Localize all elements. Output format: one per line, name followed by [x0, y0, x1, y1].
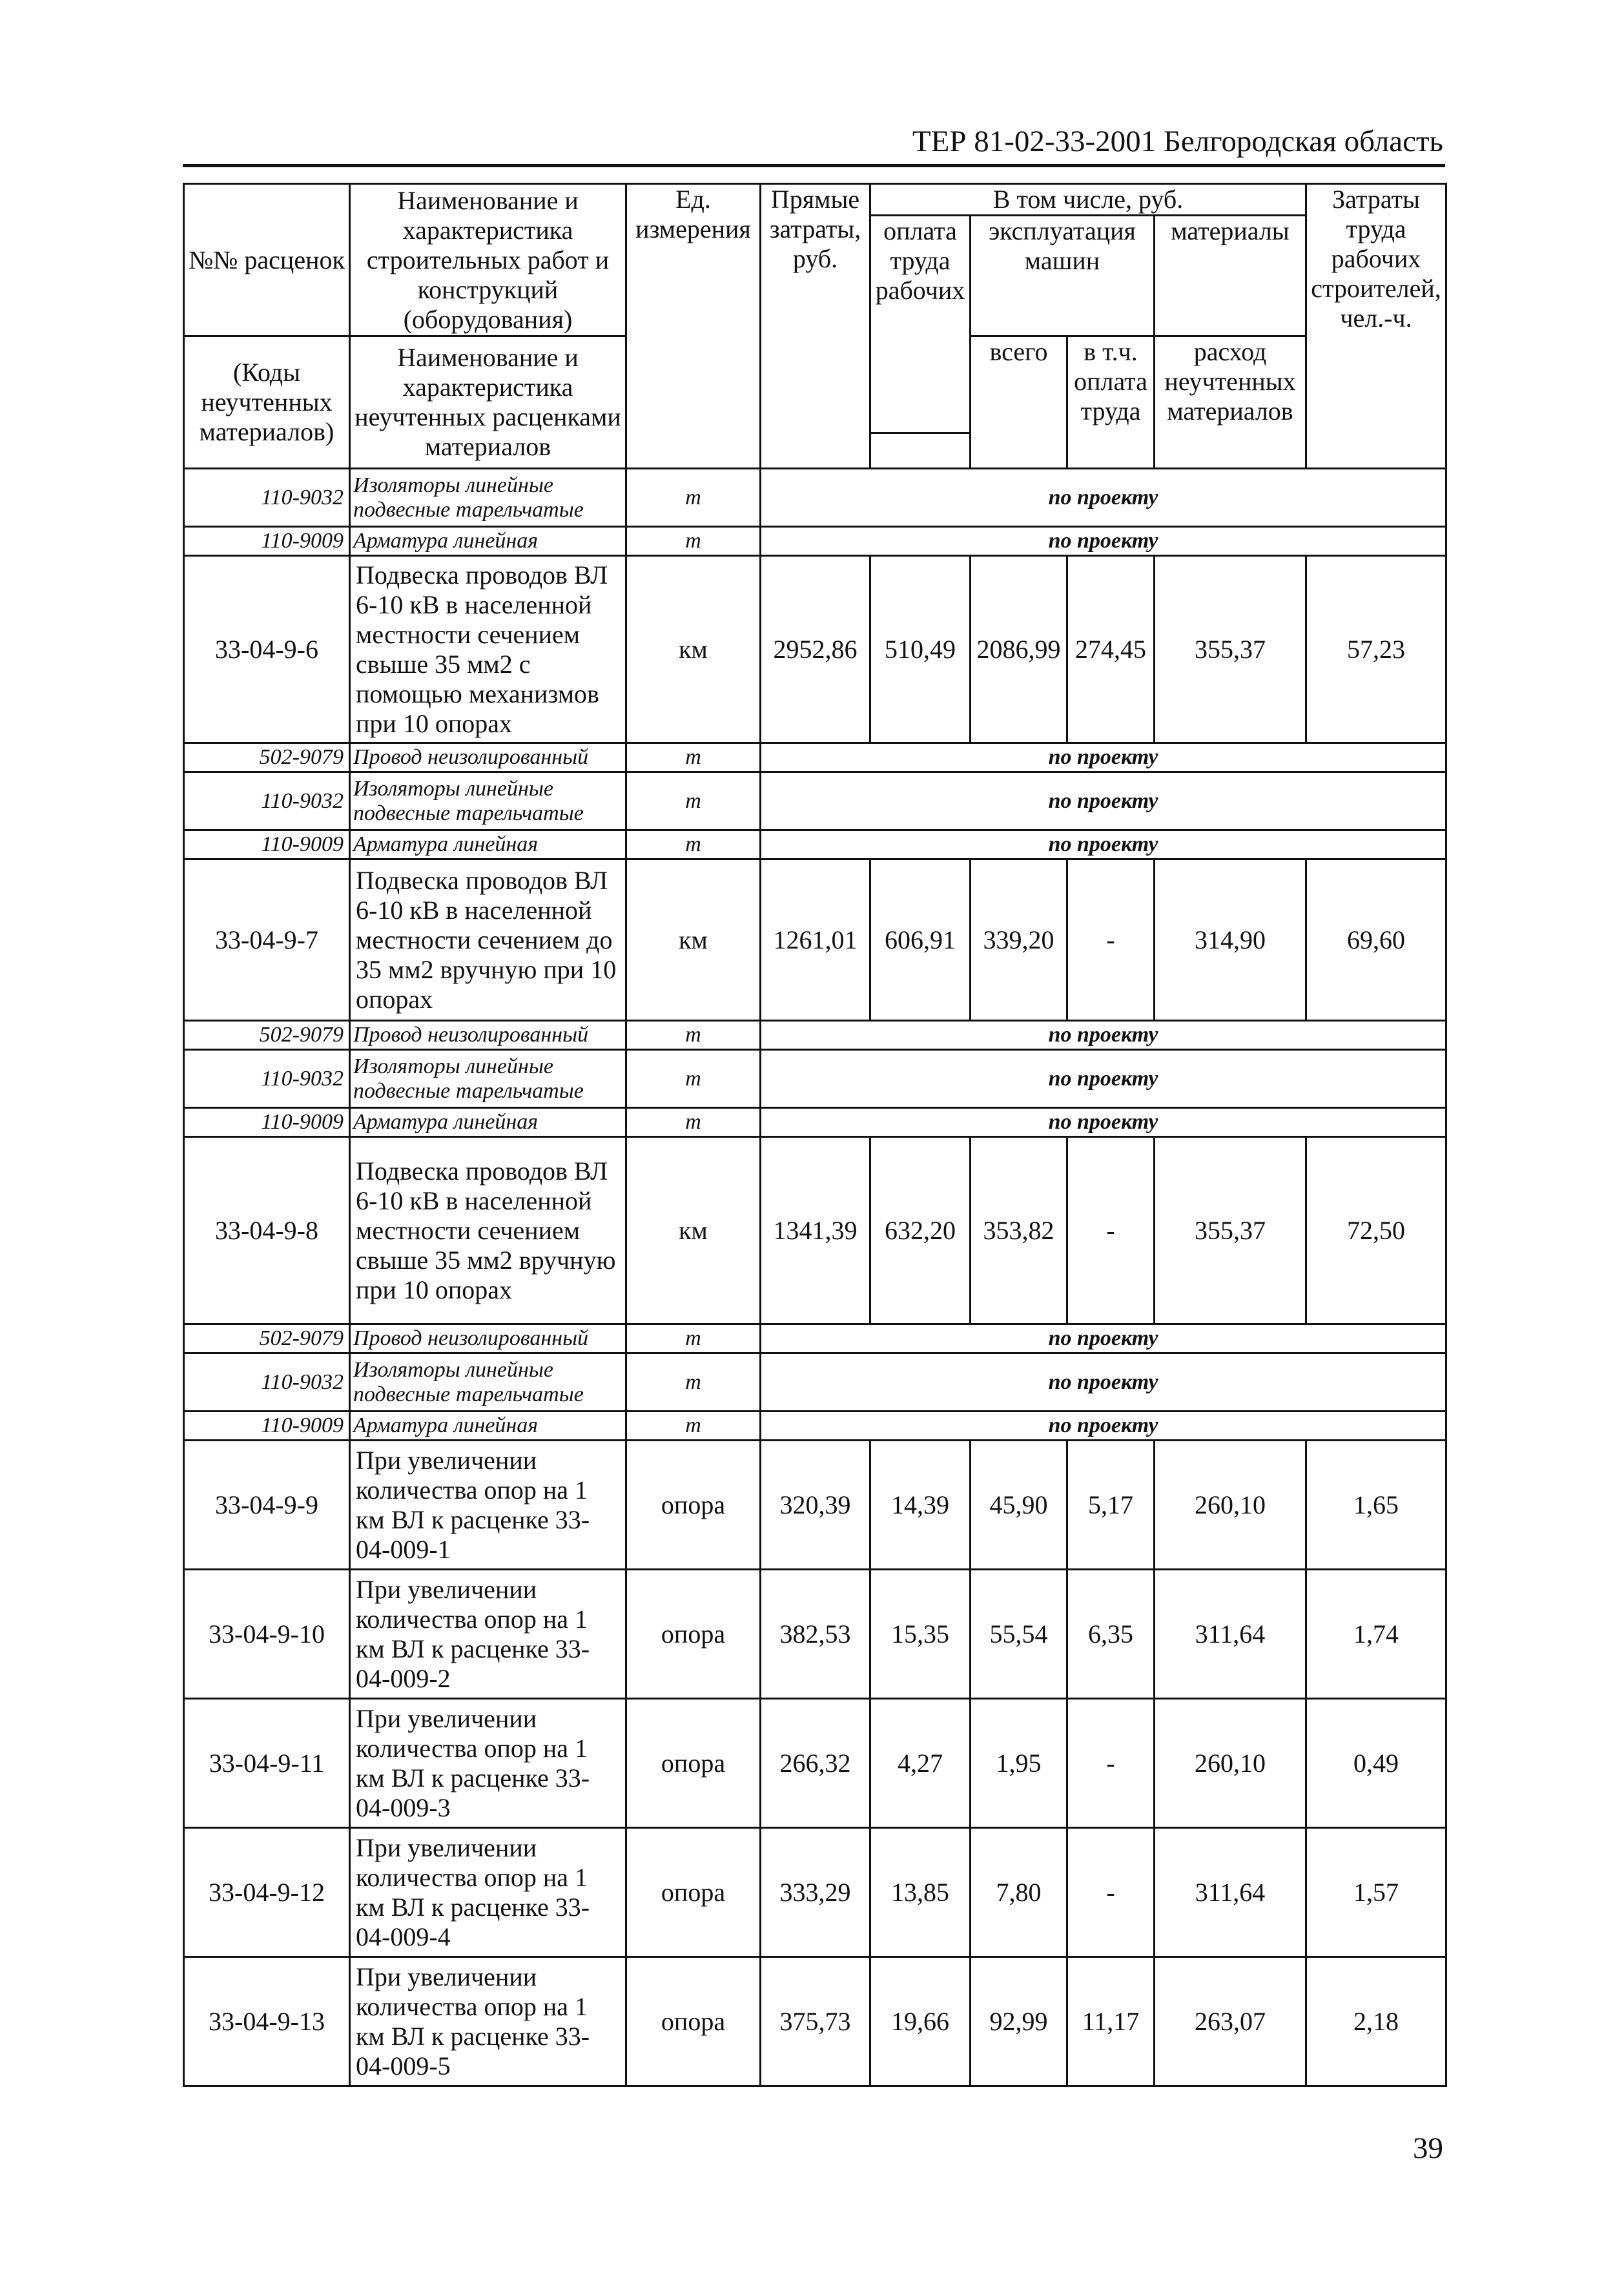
col-header-name2: Наименование и характеристика неучтенных расценками материалов: [350, 336, 626, 469]
material-code: 110-9032: [184, 1353, 350, 1412]
rate-name: Подвеска проводов ВЛ 6-10 кВ в населенной местности сечением до 35 мм2 вручную при 10 опорах: [350, 859, 626, 1021]
rate-unit: км: [626, 1137, 761, 1324]
rate-unit: км: [626, 556, 761, 743]
rate-code: 33-04-9-7: [184, 859, 350, 1021]
material-code: 110-9032: [184, 772, 350, 830]
material-unit: т: [626, 1108, 761, 1137]
rate-direct-cost: 1261,01: [761, 859, 870, 1021]
material-note: по проекту: [761, 1324, 1446, 1353]
rate-code: 33-04-9-6: [184, 556, 350, 743]
rate-code: 33-04-9-13: [184, 1957, 350, 2086]
rate-row: [184, 1957, 1446, 2086]
material-note: по проекту: [761, 527, 1446, 556]
rate-materials: 311,64: [1155, 1828, 1306, 1957]
page-header-title: ТЕР 81-02-33-2001 Белгородская область: [912, 125, 1443, 158]
rate-name: При увеличении количества опор на 1 км ВЛ к расценке 33-04-009-2: [350, 1570, 626, 1699]
rate-labor-hours: 1,74: [1306, 1570, 1446, 1699]
material-unit: т: [626, 469, 761, 527]
rate-labor-hours: 1,57: [1306, 1828, 1446, 1957]
material-code: 110-9009: [184, 1412, 350, 1441]
rate-machines-labor: -: [1067, 1699, 1155, 1828]
rate-materials: 355,37: [1155, 556, 1306, 743]
header-rule: [183, 164, 1445, 167]
material-unit: т: [626, 772, 761, 830]
page-number: 39: [1413, 2131, 1443, 2165]
rate-unit: опора: [626, 1828, 761, 1957]
material-name: Изоляторы линейные подвесные тарельчатые: [350, 1353, 626, 1412]
rate-row: [184, 1699, 1446, 1828]
material-row: [184, 469, 1446, 527]
rate-machines-labor: 6,35: [1067, 1570, 1155, 1699]
col-header-code: №№ расценок: [184, 184, 350, 336]
rate-direct-cost: 333,29: [761, 1828, 870, 1957]
rate-machines-total: 2086,99: [971, 556, 1067, 743]
material-code: 502-9079: [184, 1324, 350, 1353]
rate-code: 33-04-9-10: [184, 1570, 350, 1699]
material-code: 110-9032: [184, 1050, 350, 1108]
material-unit: т: [626, 1353, 761, 1412]
col-header-code2: (Коды неучтенных материалов): [184, 336, 350, 469]
rate-code: 33-04-9-8: [184, 1137, 350, 1324]
material-name: Арматура линейная: [350, 527, 626, 556]
material-unit: т: [626, 1324, 761, 1353]
material-note: по проекту: [761, 1050, 1446, 1108]
col-header-machines: эксплуатация машин: [971, 216, 1155, 336]
material-code: 502-9079: [184, 1021, 350, 1050]
material-code: 110-9032: [184, 469, 350, 527]
material-name: Провод неизолированный: [350, 1021, 626, 1050]
material-unit: т: [626, 743, 761, 772]
material-code: 110-9009: [184, 527, 350, 556]
rate-direct-cost: 1341,39: [761, 1137, 870, 1324]
rate-machines-total: 7,80: [971, 1828, 1067, 1957]
material-note: по проекту: [761, 772, 1446, 830]
rate-machines-labor: -: [1067, 859, 1155, 1021]
material-code: 110-9009: [184, 830, 350, 859]
rate-machines-total: 92,99: [971, 1957, 1067, 2086]
material-name: Провод неизолированный: [350, 743, 626, 772]
rate-labor-pay: 19,66: [870, 1957, 971, 2086]
col-header-unit: Ед. измерения: [626, 184, 761, 469]
material-name: Арматура линейная: [350, 1108, 626, 1137]
rate-labor-pay: 606,91: [870, 859, 971, 1021]
material-name: Изоляторы линейные подвесные тарельчатые: [350, 772, 626, 830]
rate-machines-total: 353,82: [971, 1137, 1067, 1324]
material-note: по проекту: [761, 1353, 1446, 1412]
rate-labor-pay: 632,20: [870, 1137, 971, 1324]
material-name: Арматура линейная: [350, 830, 626, 859]
material-code: 502-9079: [184, 743, 350, 772]
rate-materials: 263,07: [1155, 1957, 1306, 2086]
rate-materials: 355,37: [1155, 1137, 1306, 1324]
material-unit: т: [626, 1412, 761, 1441]
material-note: по проекту: [761, 1108, 1446, 1137]
rate-unit: км: [626, 859, 761, 1021]
rate-direct-cost: 266,32: [761, 1699, 870, 1828]
col-header-labor-hours: Затраты труда рабочих строителей, чел.-ч.: [1306, 184, 1446, 469]
material-row: [184, 1050, 1446, 1108]
rate-name: Подвеска проводов ВЛ 6-10 кВ в населенной местности сечением свыше 35 мм2 вручную при 10 опорах: [350, 1137, 626, 1324]
rate-labor-pay: 13,85: [870, 1828, 971, 1957]
col-header-name: Наименование и характеристика строительных работ и конструкций (оборудования): [350, 184, 626, 336]
rate-direct-cost: 320,39: [761, 1441, 870, 1570]
rate-machines-labor: -: [1067, 1137, 1155, 1324]
material-note: по проекту: [761, 743, 1446, 772]
rate-labor-hours: 2,18: [1306, 1957, 1446, 2086]
rate-name: Подвеска проводов ВЛ 6-10 кВ в населенной местности сечением свыше 35 мм2 с помощью механизмов при 10 опорах: [350, 556, 626, 743]
material-unit: т: [626, 830, 761, 859]
rate-machines-total: 1,95: [971, 1699, 1067, 1828]
material-row: [184, 1412, 1446, 1441]
rate-labor-hours: 57,23: [1306, 556, 1446, 743]
col-header-labor-pay: оплата труда рабочих: [870, 216, 971, 433]
material-row: [184, 1021, 1446, 1050]
rate-code: 33-04-9-12: [184, 1828, 350, 1957]
material-unit: т: [626, 1050, 761, 1108]
rate-unit: опора: [626, 1441, 761, 1570]
rate-row: [184, 1441, 1446, 1570]
col-header-machines-labor: в т.ч. оплата труда: [1067, 336, 1155, 469]
rate-row: [184, 859, 1446, 1021]
rate-materials: 260,10: [1155, 1441, 1306, 1570]
rate-labor-hours: 72,50: [1306, 1137, 1446, 1324]
rate-labor-hours: 1,65: [1306, 1441, 1446, 1570]
col-header-materials-unaccounted: расход неучтенных материалов: [1155, 336, 1306, 469]
rate-materials: 314,90: [1155, 859, 1306, 1021]
material-name: Изоляторы линейные подвесные тарельчатые: [350, 469, 626, 527]
col-header-including: В том числе, руб.: [870, 184, 1306, 216]
rate-labor-pay: 15,35: [870, 1570, 971, 1699]
rate-direct-cost: 382,53: [761, 1570, 870, 1699]
material-note: по проекту: [761, 1412, 1446, 1441]
material-row: [184, 1324, 1446, 1353]
rate-row: [184, 556, 1446, 743]
rate-unit: опора: [626, 1699, 761, 1828]
rate-machines-labor: 5,17: [1067, 1441, 1155, 1570]
rate-name: При увеличении количества опор на 1 км ВЛ к расценке 33-04-009-3: [350, 1699, 626, 1828]
rate-labor-hours: 0,49: [1306, 1699, 1446, 1828]
material-unit: т: [626, 527, 761, 556]
material-note: по проекту: [761, 830, 1446, 859]
rate-unit: опора: [626, 1570, 761, 1699]
rate-row: [184, 1137, 1446, 1324]
rate-unit: опора: [626, 1957, 761, 2086]
rate-materials: 260,10: [1155, 1699, 1306, 1828]
rate-name: При увеличении количества опор на 1 км ВЛ к расценке 33-04-009-4: [350, 1828, 626, 1957]
rate-machines-total: 339,20: [971, 859, 1067, 1021]
rate-labor-pay: 4,27: [870, 1699, 971, 1828]
material-unit: т: [626, 1021, 761, 1050]
rate-code: 33-04-9-11: [184, 1699, 350, 1828]
material-row: [184, 527, 1446, 556]
rate-machines-labor: 11,17: [1067, 1957, 1155, 2086]
rate-labor-pay: 510,49: [870, 556, 971, 743]
rate-machines-labor: -: [1067, 1828, 1155, 1957]
rate-machines-total: 45,90: [971, 1441, 1067, 1570]
material-row: [184, 743, 1446, 772]
material-row: [184, 1353, 1446, 1412]
col-header-machines-total: всего: [971, 336, 1067, 469]
material-note: по проекту: [761, 1021, 1446, 1050]
rate-row: [184, 1828, 1446, 1957]
material-note: по проекту: [761, 469, 1446, 527]
col-header-direct: Прямые затраты, руб.: [761, 184, 870, 469]
rate-materials: 311,64: [1155, 1570, 1306, 1699]
rate-machines-labor: 274,45: [1067, 556, 1155, 743]
material-row: [184, 1108, 1446, 1137]
material-code: 110-9009: [184, 1108, 350, 1137]
rate-code: 33-04-9-9: [184, 1441, 350, 1570]
material-row: [184, 772, 1446, 830]
rate-row: [184, 1570, 1446, 1699]
rate-direct-cost: 375,73: [761, 1957, 870, 2086]
rate-machines-total: 55,54: [971, 1570, 1067, 1699]
material-name: Провод неизолированный: [350, 1324, 626, 1353]
rate-direct-cost: 2952,86: [761, 556, 870, 743]
rates-table: [183, 183, 1447, 2087]
material-name: Арматура линейная: [350, 1412, 626, 1441]
rate-name: При увеличении количества опор на 1 км ВЛ к расценке 33-04-009-1: [350, 1441, 626, 1570]
rate-labor-pay: 14,39: [870, 1441, 971, 1570]
material-row: [184, 830, 1446, 859]
rate-name: При увеличении количества опор на 1 км ВЛ к расценке 33-04-009-5: [350, 1957, 626, 2086]
rate-labor-hours: 69,60: [1306, 859, 1446, 1021]
material-name: Изоляторы линейные подвесные тарельчатые: [350, 1050, 626, 1108]
col-header-materials: материалы: [1155, 216, 1306, 336]
